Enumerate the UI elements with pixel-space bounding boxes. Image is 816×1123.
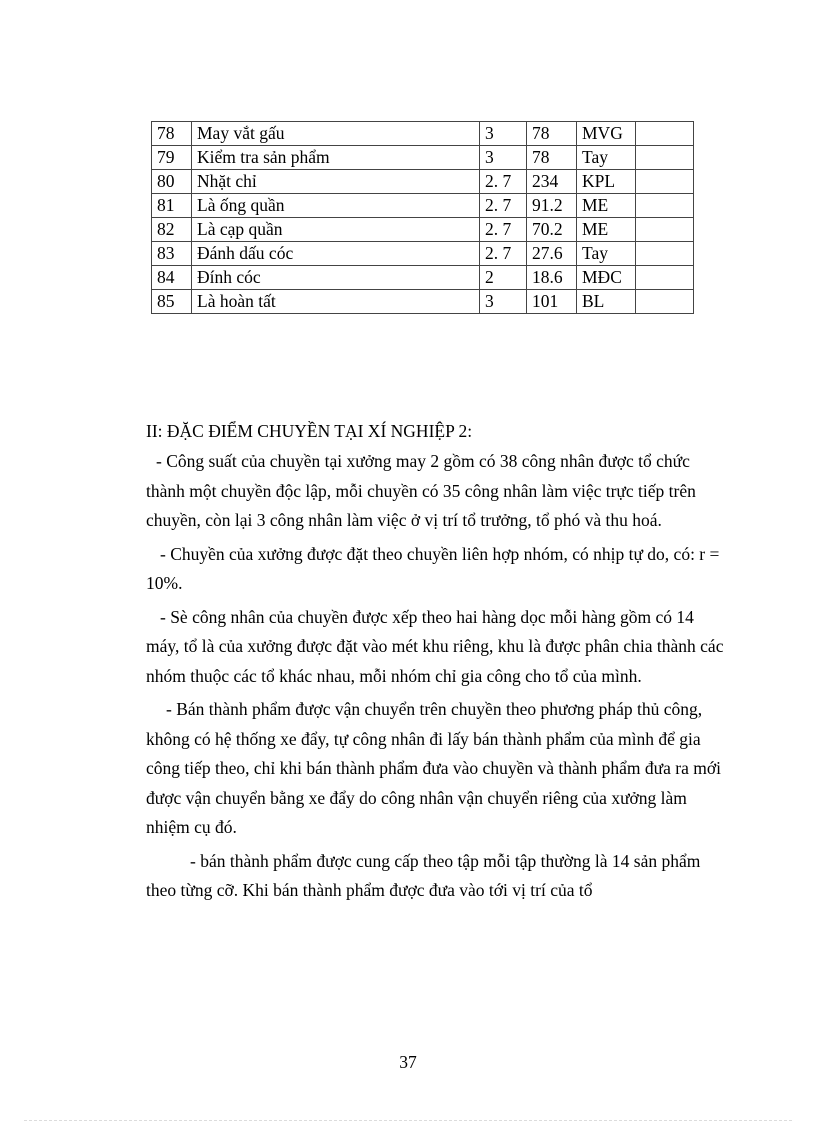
cell-extra [636, 290, 694, 314]
paragraph-layout: - Sè công nhân của chuyền được xếp theo hai hàng dọc mỗi hàng gồm có 14 máy, tổ là của xưởng được đặt vào mét khu riêng, khu là được phân chia thành các nhóm thuộc các tổ khác nhau, mỗi nhóm chỉ gia công cho tổ của mình. [146, 606, 724, 686]
cell-no: 82 [152, 218, 192, 242]
cell-operation: Là ống quần [192, 194, 480, 218]
cell-quantity: 18.6 [527, 266, 577, 290]
table-row [152, 242, 694, 266]
cell-equipment: Tay [577, 146, 636, 170]
table-row [152, 290, 694, 314]
paragraph-capacity: - Công suất của chuyền tại xưởng may 2 gồm có 38 công nhân được tổ chức thành một chuyền độc lập, mỗi chuyền có 35 công nhân làm việc trực tiếp trên chuyền, còn lại 3 công nhân làm việc ở vị trí tổ trưởng, tổ phó và thu hoá. [146, 451, 696, 530]
page-number: 37 [399, 1052, 417, 1072]
cell-extra [636, 170, 694, 194]
cell-equipment: ME [577, 194, 636, 218]
operations-table [151, 121, 694, 314]
cell-equipment: KPL [577, 170, 636, 194]
cell-operation: Là cạp quần [192, 218, 480, 242]
cell-quantity: 27.6 [527, 242, 577, 266]
cell-equipment: MVG [577, 122, 636, 146]
cell-equipment: MĐC [577, 266, 636, 290]
cell-equipment: Tay [577, 242, 636, 266]
cell-operation: May vắt gấu [192, 122, 480, 146]
cell-operation: Đánh dấu cóc [192, 242, 480, 266]
table-row [152, 146, 694, 170]
cell-extra [636, 266, 694, 290]
cell-extra [636, 194, 694, 218]
cell-equipment: BL [577, 290, 636, 314]
cell-time: 2. 7 [480, 194, 527, 218]
cell-operation: Là hoàn tất [192, 290, 480, 314]
cell-time: 2 [480, 266, 527, 290]
cell-time: 3 [480, 290, 527, 314]
cell-operation: Nhặt chỉ [192, 170, 480, 194]
cell-quantity: 78 [527, 146, 577, 170]
cell-no: 84 [152, 266, 192, 290]
section-body [146, 419, 726, 910]
table-row [152, 194, 694, 218]
cell-extra [636, 242, 694, 266]
cell-time: 3 [480, 122, 527, 146]
table-row [152, 266, 694, 290]
cell-no: 80 [152, 170, 192, 194]
table-row [152, 170, 694, 194]
cell-time: 3 [480, 146, 527, 170]
cell-extra [636, 146, 694, 170]
cell-no: 79 [152, 146, 192, 170]
cell-operation: Đính cóc [192, 266, 480, 290]
paragraph-supply: - bán thành phẩm được cung cấp theo tập mỗi tập thường là 14 sản phẩm theo từng cỡ. Khi bán thành phẩm được đưa vào tới vị trí của tổ [146, 850, 701, 900]
cell-quantity: 91.2 [527, 194, 577, 218]
cell-quantity: 234 [527, 170, 577, 194]
cell-time: 2. 7 [480, 242, 527, 266]
cell-time: 2. 7 [480, 218, 527, 242]
page-bottom-divider [24, 1120, 792, 1121]
cell-extra [636, 218, 694, 242]
cell-extra [636, 122, 694, 146]
paragraph-transport: - Bán thành phẩm được vận chuyển trên chuyền theo phương pháp thủ công, không có hệ thống xe đẩy, tự công nhân đi lấy bán thành phẩm của mình để gia công tiếp theo, chỉ khi bán thành phẩm đưa vào chuyền và thành phẩm đưa ra mới được vận chuyển bằng xe đẩy do công nhân vận chuyển riêng của xưởng làm nhiệm cụ đó. [146, 699, 721, 837]
cell-no: 81 [152, 194, 192, 218]
cell-operation: Kiểm tra sản phẩm [192, 146, 480, 170]
cell-equipment: ME [577, 218, 636, 242]
paragraph-line-type: - Chuyền của xưởng được đặt theo chuyền liên hợp nhóm, có nhịp tự do, có: r = 10%. [146, 543, 720, 593]
cell-quantity: 78 [527, 122, 577, 146]
cell-no: 78 [152, 122, 192, 146]
section-heading: II: ĐẶC ĐIỂM CHUYỀN TẠI XÍ NGHIỆP 2: [146, 421, 473, 441]
table-row [152, 122, 694, 146]
cell-no: 83 [152, 242, 192, 266]
cell-quantity: 101 [527, 290, 577, 314]
cell-time: 2. 7 [480, 170, 527, 194]
cell-no: 85 [152, 290, 192, 314]
cell-quantity: 70.2 [527, 218, 577, 242]
table-row [152, 218, 694, 242]
